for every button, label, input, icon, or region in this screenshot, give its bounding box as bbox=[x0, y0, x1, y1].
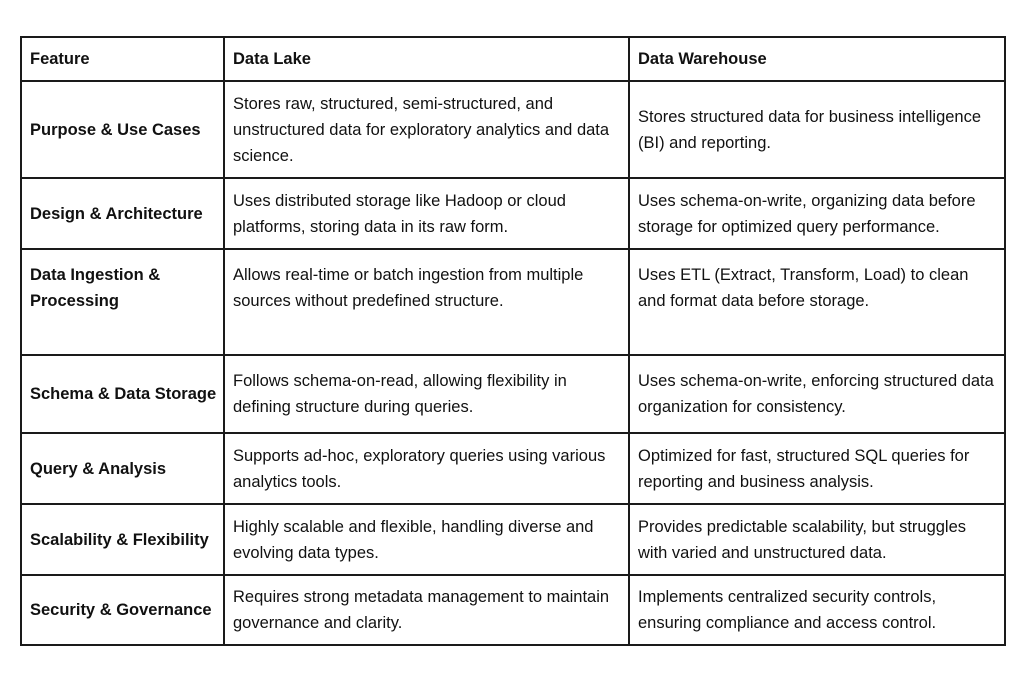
data-lake-cell: Uses distributed storage like Hadoop or cloud platforms, storing data in its raw form. bbox=[224, 178, 629, 249]
header-data-warehouse: Data Warehouse bbox=[629, 37, 1005, 81]
data-warehouse-cell: Optimized for fast, structured SQL queries for reporting and business analysis. bbox=[629, 433, 1005, 504]
table-row bbox=[21, 355, 1005, 433]
feature-cell: Schema & Data Storage bbox=[21, 355, 224, 433]
feature-cell: Query & Analysis bbox=[21, 433, 224, 504]
data-warehouse-cell: Provides predictable scalability, but struggles with varied and unstructured data. bbox=[629, 504, 1005, 575]
data-warehouse-cell: Uses schema-on-write, enforcing structured data organization for consistency. bbox=[629, 355, 1005, 433]
data-warehouse-cell: Uses schema-on-write, organizing data before storage for optimized query performance. bbox=[629, 178, 1005, 249]
feature-cell: Design & Architecture bbox=[21, 178, 224, 249]
header-feature: Feature bbox=[21, 37, 224, 81]
table-row bbox=[21, 81, 1005, 178]
header-data-lake: Data Lake bbox=[224, 37, 629, 81]
data-lake-cell: Supports ad-hoc, exploratory queries using various analytics tools. bbox=[224, 433, 629, 504]
data-warehouse-cell: Stores structured data for business intelligence (BI) and reporting. bbox=[629, 81, 1005, 178]
data-lake-cell: Highly scalable and flexible, handling diverse and evolving data types. bbox=[224, 504, 629, 575]
data-lake-cell: Allows real-time or batch ingestion from multiple sources without predefined structure. bbox=[224, 249, 629, 355]
table-header-row bbox=[21, 37, 1005, 81]
data-lake-cell: Stores raw, structured, semi-structured, and unstructured data for exploratory analytics and data science. bbox=[224, 81, 629, 178]
comparison-table bbox=[20, 36, 1006, 646]
table-row bbox=[21, 575, 1005, 645]
data-lake-cell: Follows schema-on-read, allowing flexibility in defining structure during queries. bbox=[224, 355, 629, 433]
feature-cell: Purpose & Use Cases bbox=[21, 81, 224, 178]
table-row bbox=[21, 249, 1005, 355]
feature-cell: Scalability & Flexibility bbox=[21, 504, 224, 575]
feature-cell: Security & Governance bbox=[21, 575, 224, 645]
table-row bbox=[21, 433, 1005, 504]
feature-cell: Data Ingestion & Processing bbox=[21, 249, 224, 355]
data-warehouse-cell: Uses ETL (Extract, Transform, Load) to clean and format data before storage. bbox=[629, 249, 1005, 355]
data-warehouse-cell: Implements centralized security controls, ensuring compliance and access control. bbox=[629, 575, 1005, 645]
table-row bbox=[21, 178, 1005, 249]
table-row bbox=[21, 504, 1005, 575]
data-lake-cell: Requires strong metadata management to maintain governance and clarity. bbox=[224, 575, 629, 645]
